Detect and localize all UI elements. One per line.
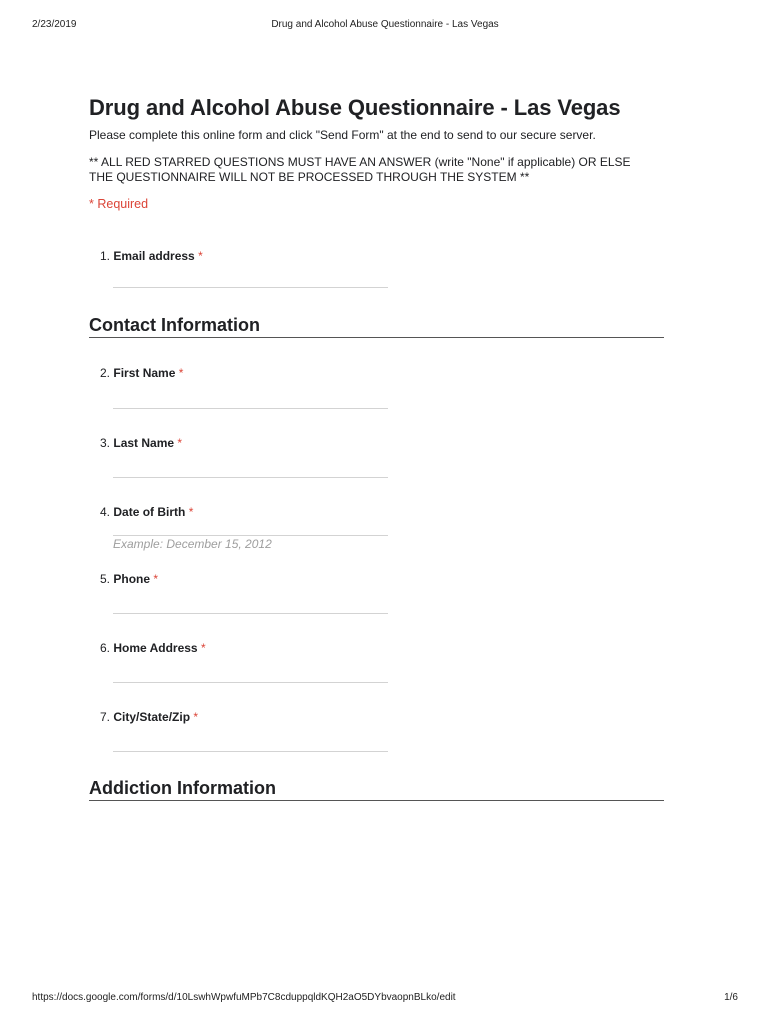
question-number: 4. [100, 505, 111, 519]
question-number: 6. [100, 641, 111, 655]
required-star: * [178, 366, 184, 380]
print-page-number: 1/6 [724, 992, 738, 1003]
required-note: * Required [89, 197, 149, 211]
question-phone [100, 572, 400, 587]
section-title: Contact Information [89, 315, 260, 335]
question-label [100, 572, 400, 587]
email-input[interactable] [113, 287, 388, 288]
first-name-input[interactable] [113, 408, 388, 409]
question-first-name [100, 366, 400, 381]
question-title: Last Name [113, 436, 175, 450]
question-label [100, 366, 400, 381]
question-title: City/State/Zip [113, 710, 191, 724]
phone-input[interactable] [113, 613, 388, 614]
question-label [100, 505, 400, 520]
question-title: Date of Birth [113, 505, 186, 519]
required-star: * [200, 641, 206, 655]
question-label [100, 710, 400, 725]
city-state-zip-input[interactable] [113, 751, 388, 752]
question-city-state-zip [100, 710, 400, 725]
form-notice [89, 155, 664, 185]
section-title: Addiction Information [89, 778, 276, 798]
notice-line-1: ** ALL RED STARRED QUESTIONS MUST HAVE AN ANSWER (write "None" if applicable) OR ELSE [89, 155, 631, 169]
date-of-birth-hint: Example: December 15, 2012 [113, 537, 272, 551]
date-of-birth-input[interactable] [113, 535, 388, 536]
question-home-address [100, 641, 400, 656]
home-address-input[interactable] [113, 682, 388, 683]
print-date: 2/23/2019 [32, 19, 77, 30]
required-star: * [193, 710, 199, 724]
question-title: Email address [113, 249, 195, 263]
question-number: 7. [100, 710, 111, 724]
notice-line-2: THE QUESTIONNAIRE WILL NOT BE PROCESSED THROUGH THE SYSTEM ** [89, 170, 530, 184]
required-star: * [153, 572, 159, 586]
question-email [100, 249, 400, 264]
print-header [0, 19, 770, 33]
question-number: 5. [100, 572, 111, 586]
required-star: * [188, 505, 194, 519]
question-number: 3. [100, 436, 111, 450]
section-addiction-information [89, 777, 664, 801]
form [89, 94, 664, 211]
question-label [100, 249, 400, 264]
print-footer [0, 992, 770, 1006]
question-number: 2. [100, 366, 111, 380]
form-intro: Please complete this online form and click "Send Form" at the end to send to our secure server. [89, 128, 596, 142]
question-label [100, 436, 400, 451]
form-title: Drug and Alcohol Abuse Questionnaire - Las Vegas [89, 95, 621, 120]
section-contact-information [89, 314, 664, 338]
question-title: Home Address [113, 641, 198, 655]
required-star: * [177, 436, 183, 450]
question-label [100, 641, 400, 656]
print-url: https://docs.google.com/forms/d/10LswhWpwfuMPb7C8cduppqldKQH2aO5DYbvaopnBLko/edit [32, 992, 456, 1003]
last-name-input[interactable] [113, 477, 388, 478]
question-number: 1. [100, 249, 111, 263]
question-last-name [100, 436, 400, 451]
print-title: Drug and Alcohol Abuse Questionnaire - Las Vegas [271, 19, 499, 30]
question-date-of-birth [100, 505, 400, 551]
question-title: Phone [113, 572, 151, 586]
question-title: First Name [113, 366, 176, 380]
required-star: * [198, 249, 203, 263]
